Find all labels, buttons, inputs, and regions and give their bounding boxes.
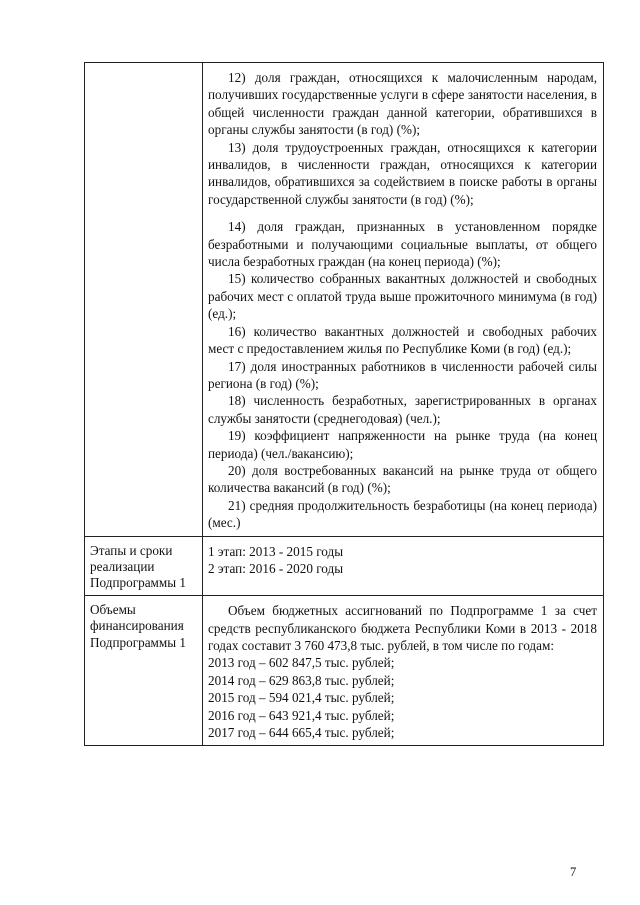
funding-year-2016: 2016 год – 643 921,4 тыс. рублей; [208,707,395,723]
targets-row [85,63,604,537]
funding-year-2013: 2013 год – 602 847,5 тыс. рублей; [208,655,395,671]
target-item-20: 20) доля востребованных вакансий на рынке труда от общего количества вакансий (в год) (%); [208,462,597,496]
targets-label-cell [85,63,203,537]
targets-content-cell [203,63,604,537]
stages-label: Этапы и сроки реализации Подпрограммы 1 [85,536,203,596]
funding-intro: Объем бюджетных ассигнований по Подпрограмме 1 за счет средств республиканского бюджета Республики Коми в 2013 - 2018 годах составит 3 760 473,8 тыс. рублей, в том числе по годам: [208,603,597,653]
stages-row [85,536,604,596]
target-item-18: 18) численность безработных, зарегистрированных в органах службы занятости (среднегодовая) (чел.); [208,393,597,426]
target-item-21: 21) средняя продолжительность безработицы (на конец периода) (мес.) [208,497,597,531]
passport-table [84,62,604,746]
target-item-12: 12) доля граждан, относящихся к малочисленным народам, получивших государственные услуги в сфере занятости населения, в общей численности граждан данной категории, обратившихся в органы службы занятости (в год) (%); [208,70,597,138]
page-number: 7 [570,865,577,879]
target-item-14: 14) доля граждан, признанных в установленном порядке безработными и получающими социальные выплаты, от общего числа безработных граждан (на конец периода) (%); [208,219,597,270]
target-item-19: 19) коэффициент напряженности на рынке труда (на конец периода) (чел./вакансию); [208,428,597,461]
stage-2: 2 этап: 2016 - 2020 годы [208,560,344,576]
target-item-13: 13) доля трудоустроенных граждан, относящихся к категории инвалидов, в численности граждан, относящихся к категории инвалидов, обратившихся за содействием в поиске работы в органы государственной службы занятости (в год) (%); [208,139,597,207]
stages-content-cell [203,536,604,596]
funding-row [85,596,604,746]
target-item-15: 15) количество собранных вакантных должностей и свободных рабочих мест с оплатой труда выше прожиточного минимума (в год) (ед.); [208,271,597,322]
funding-year-2017: 2017 год – 644 665,4 тыс. рублей; [208,725,395,741]
target-item-16: 16) количество вакантных должностей и свободных рабочих мест с предоставлением жилья по Республике Коми (в год) (ед.); [208,323,597,357]
funding-year-2014: 2014 год – 629 863,8 тыс. рублей; [208,672,395,688]
funding-label: Объемы финансирования Подпрограммы 1 [85,596,203,746]
target-item-17: 17) доля иностранных работников в численности рабочей силы региона (в год) (%); [208,358,597,391]
stage-1: 1 этап: 2013 - 2015 годы [208,543,344,559]
funding-content-cell [203,596,604,746]
funding-year-2015: 2015 год – 594 021,4 тыс. рублей; [208,690,395,706]
